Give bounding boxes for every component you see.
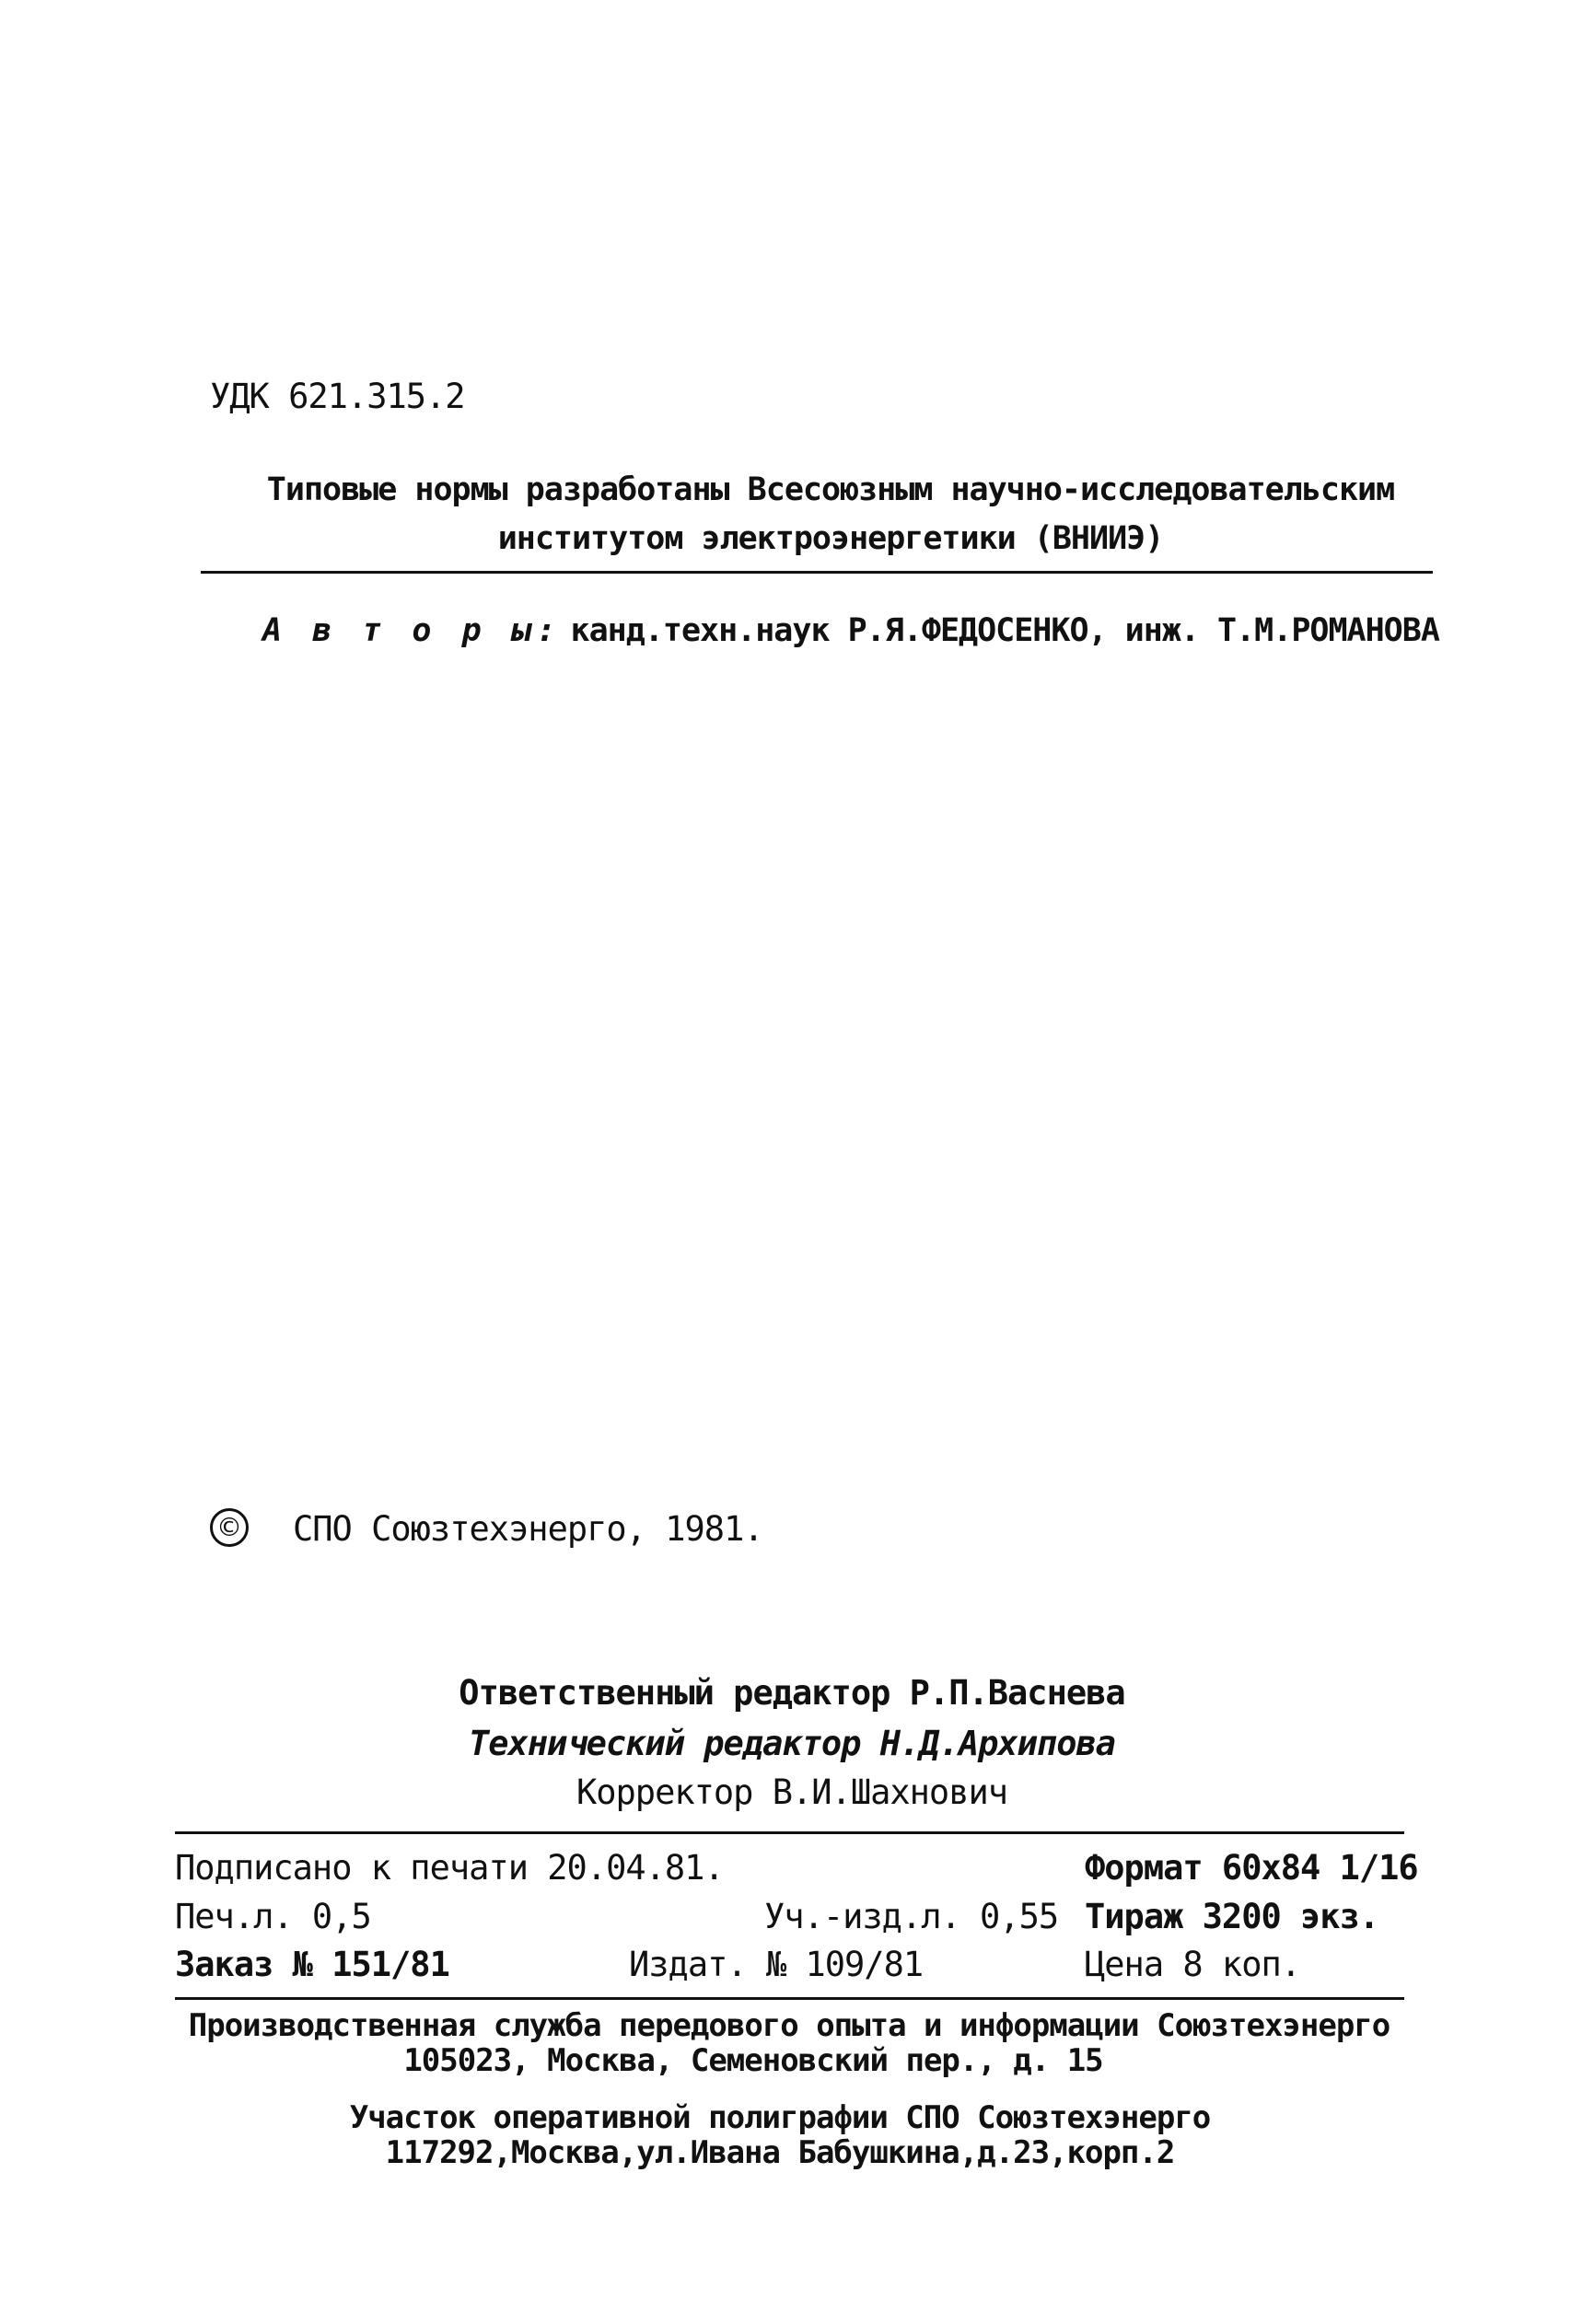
imprint-publication: Издат. № 109/81 xyxy=(629,1945,924,1984)
proofreader: Корректор В.И.Шахнович xyxy=(576,1772,1008,1812)
authors-label: А в т о р ы: xyxy=(262,612,562,649)
imprint-signed: Подписано к печати 20.04.81. xyxy=(175,1848,724,1888)
imprint-print-sheets: Печ.л. 0,5 xyxy=(175,1897,371,1936)
authors-names: канд.техн.наук Р.Я.ФЕДОСЕНКО, инж. Т.М.РОМАНОВА xyxy=(570,612,1439,649)
copyright-icon: © xyxy=(210,1508,249,1547)
publisher-line-2: 105023, Москва, Семеновский пер., д. 15 xyxy=(403,2042,1103,2079)
imprint-bottom-rule xyxy=(175,1997,1404,2000)
copyright-text: СПО Союзтехэнерго, 1981. xyxy=(293,1509,763,1549)
imprint-format: Формат 60x84 1/16 xyxy=(1085,1848,1418,1888)
imprint-top-rule xyxy=(175,1831,1404,1834)
authors-line xyxy=(262,612,1439,649)
developer-line-2: институтом электроэнергетики (ВНИИЭ) xyxy=(497,520,1164,557)
imprint-circulation: Тираж 3200 экз. xyxy=(1085,1897,1379,1936)
udk-code: УДК 621.315.2 xyxy=(210,377,465,416)
developer-line-1: Типовые нормы разработаны Всесоюзным научно-исследовательским xyxy=(266,471,1395,508)
publisher-line-4: 117292,Москва,ул.Ивана Бабушкина,д.23,корп.2 xyxy=(385,2134,1175,2171)
imprint-edit-sheets: Уч.-изд.л. 0,55 xyxy=(764,1897,1059,1936)
publisher-line-1: Производственная служба передового опыта и информации Союзтехэнерго xyxy=(188,2007,1390,2044)
imprint-order: Заказ № 151/81 xyxy=(175,1945,449,1984)
developer-divider xyxy=(201,571,1433,574)
responsible-editor: Ответственный редактор Р.П.Васнева xyxy=(459,1673,1125,1713)
imprint-price: Цена 8 коп. xyxy=(1085,1945,1301,1984)
technical-editor: Технический редактор Н.Д.Архипова xyxy=(468,1724,1116,1763)
publisher-line-3: Участок оперативной полиграфии СПО Союзтехэнерго xyxy=(349,2099,1211,2136)
